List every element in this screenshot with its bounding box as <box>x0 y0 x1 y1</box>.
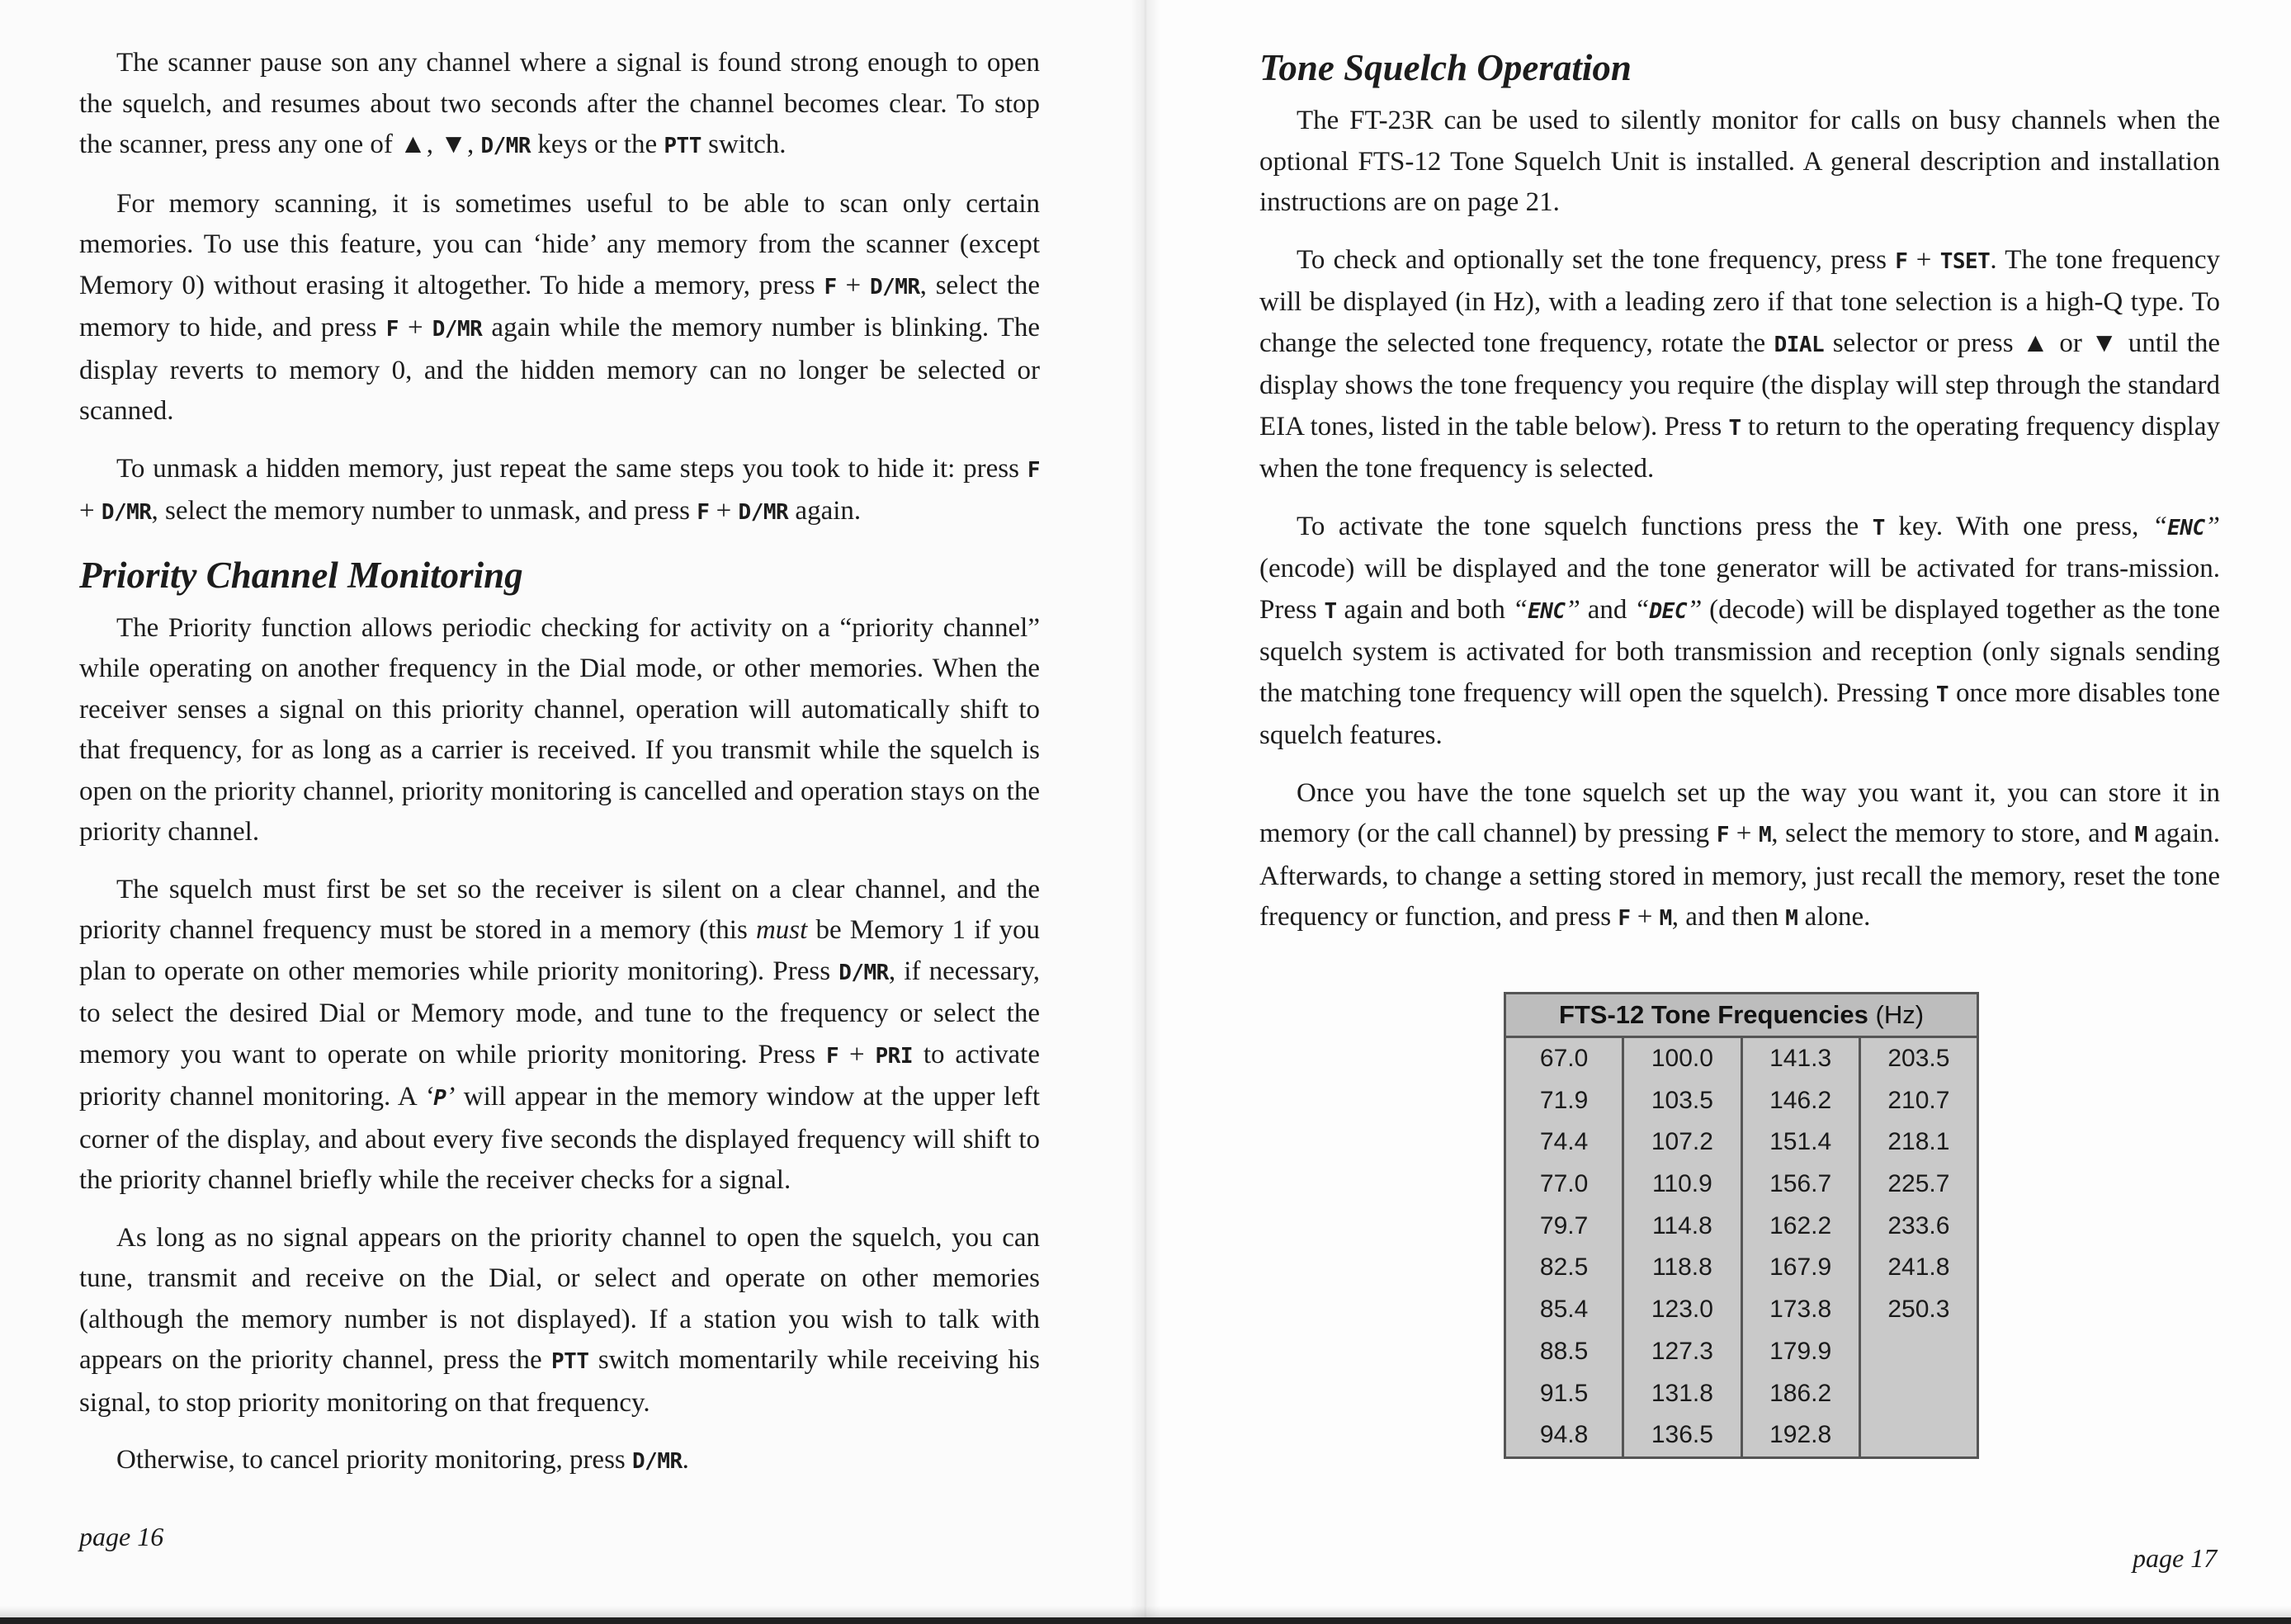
left-text-column <box>79 43 1040 1499</box>
tone-table-cell: 233.6 <box>1887 1211 1950 1239</box>
tone-table-cell: 146.2 <box>1769 1086 1832 1114</box>
memory-hide-paragraph: For memory scanning, it is sometimes useful to be able to scan only certain memories. To use this feature, you can ‘hide’ any memory from the scanner (except Memory 0) without erasing it altogether. To hide a memory, press F + D/MR, select the memory to hide, and press F + D/MR again while the memory number is blinking. The display reverts to memory 0, and the hidden memory can no longer be selected or scanned. <box>79 188 1041 426</box>
tone-table-cell: 203.5 <box>1887 1045 1950 1072</box>
tone-table-cell: 100.0 <box>1651 1045 1713 1072</box>
tone-table-cell: 91.5 <box>1539 1379 1589 1407</box>
tone-table-cell: 131.8 <box>1651 1379 1713 1407</box>
priority-operation-paragraph: As long as no signal appears on the priority channel to open the squelch, you can tune, transmit and receive on the Dial, or select and operate on other memories (although the memory number is not displayed). If a station you wish to talk with appears on the priority channel, press the PTT switch momentarily while receiving his signal, to stop priority monitoring on that frequency. <box>79 1222 1040 1418</box>
tone-frequency-paragraph: To check and optionally set the tone frequency, press F + TSET. The tone frequency will be displayed (in Hz), with a leading zero if that tone selection is a high-Q type. To change the selected tone frequency, rotate the DIAL selector or press ▲ or ▼ until the display shows the tone frequency you require (the display will step through the standard EIA tones, listed in the table below). Press T to return to the operating frequency display when the tone frequency is selected. <box>1259 244 2220 484</box>
key-m: M <box>1659 906 1672 931</box>
down-arrow-icon: ▼ <box>440 130 467 159</box>
page-number-left: page 16 <box>79 1522 164 1551</box>
up-arrow-icon: ▲ <box>399 130 427 159</box>
tone-squelch-intro-paragraph: The FT-23R can be used to silently monitor for calls on busy channels when the optional FTS-12 Tone Squelch Unit is installed. A general description and installation instructions are on page 21. <box>1259 106 2220 217</box>
key-dial: DIAL <box>1774 332 1825 357</box>
tone-table-cell: 103.5 <box>1651 1086 1713 1114</box>
priority-cancel-paragraph: Otherwise, to cancel priority monitoring, press D/MR. <box>116 1445 689 1475</box>
key-tset: TSET <box>1939 248 1991 274</box>
tone-table-cell: 107.2 <box>1651 1128 1713 1156</box>
tone-table-unit: (Hz) <box>1875 1000 1925 1029</box>
book-gutter <box>1131 0 1160 1624</box>
tone-table-cell: 173.8 <box>1769 1296 1832 1324</box>
tone-table-cell <box>1861 1331 1977 1373</box>
key-m: M <box>1785 906 1798 931</box>
key-f: F <box>824 274 837 300</box>
tone-table-cell: 74.4 <box>1539 1128 1589 1156</box>
key-dmr: D/MR <box>838 960 889 985</box>
key-dmr: D/MR <box>738 500 789 525</box>
tone-table-cell: 218.1 <box>1887 1128 1950 1156</box>
tone-table-cell: 156.7 <box>1769 1170 1832 1198</box>
tone-table-title: FTS-12 Tone Frequencies (Hz) <box>1506 994 1977 1038</box>
page-bottom-shadow <box>0 1606 2291 1617</box>
tone-table-cell: 67.0 <box>1539 1045 1589 1072</box>
scanner-pause-paragraph: The scanner pause son any channel where a signal is found strong enough to open the squelch, and resumes about two seconds after the channel becomes clear. To stop the scanner, press any one of ▲, ▼, D/MR keys or the PTT switch. <box>79 48 1040 159</box>
tone-table-column <box>1861 1038 1977 1456</box>
priority-function-paragraph: The Priority function allows periodic checking for activity on a “priority channel” while operating on another frequency in the Dial mode, or other memories. When the receiver senses a signal on this priority channel, operation will automatically shift to that frequency, for as long as a carrier is received. If you transmit while the squelch is open on the priority channel, priority monitoring is cancelled and operation stays on the priority channel. <box>79 612 1040 847</box>
down-arrow-icon: ▼ <box>2090 328 2120 358</box>
tone-table-cell <box>1861 1373 1977 1415</box>
tone-activate-paragraph: To activate the tone squelch functions press the T key. With one press, “ENC” (encode) will be displayed and the tone generator will be activated for trans-mission. Press T again and both “ENC” and “DEC” (decode) will be displayed together as the tone squelch system is activated for both transmission and reception (only signals sending the matching tone frequency will open the squelch). Pressing T once more disables tone squelch features. <box>1259 511 2220 750</box>
tone-table-column <box>1624 1038 1742 1456</box>
tone-table-cell: 127.3 <box>1651 1337 1713 1365</box>
key-dmr: D/MR <box>632 1449 683 1474</box>
tone-table-cell: 250.3 <box>1887 1296 1950 1324</box>
key-m: M <box>2134 823 2147 847</box>
up-arrow-icon: ▲ <box>2022 328 2051 358</box>
tone-table-cell: 71.9 <box>1539 1086 1589 1114</box>
tone-table-column <box>1743 1038 1861 1456</box>
key-t: T <box>1872 515 1885 541</box>
key-pri: PRI <box>875 1043 913 1069</box>
tone-table-cell: 118.8 <box>1651 1253 1712 1282</box>
key-f: F <box>826 1043 839 1069</box>
page-bottom-edge <box>0 1617 2291 1624</box>
tone-table-cell: 192.8 <box>1769 1421 1832 1449</box>
tone-table-cell: 79.7 <box>1539 1211 1589 1239</box>
key-t: T <box>1935 682 1949 707</box>
tone-table-cell: 179.9 <box>1769 1337 1832 1365</box>
key-ptt: PTT <box>664 134 701 158</box>
tone-table-cell: 82.5 <box>1539 1253 1589 1282</box>
tone-table-cell: 85.4 <box>1539 1296 1589 1324</box>
tone-table-cell: 141.3 <box>1769 1045 1832 1072</box>
right-text-column <box>1259 43 2220 956</box>
tone-table-grid <box>1506 1038 1977 1456</box>
key-m: M <box>1759 823 1772 847</box>
tone-table-cell: 162.2 <box>1769 1211 1832 1239</box>
tone-table-column <box>1506 1038 1624 1456</box>
key-f: F <box>697 500 710 525</box>
page-number-right: page 17 <box>2133 1543 2218 1573</box>
tone-table-cell: 88.5 <box>1539 1337 1589 1365</box>
display-enc-indicator: ENC <box>2167 515 2205 541</box>
tone-table-cell: 114.8 <box>1651 1211 1712 1239</box>
emphasis-must: must <box>755 915 808 945</box>
tone-squelch-heading: Tone Squelch Operation <box>1259 47 1632 88</box>
priority-setup-paragraph: The squelch must first be set so the receiver is silent on a clear channel, and the priority channel frequency must be stored in a memory (this must be Memory 1 if you plan to operate on other memories while priority monitoring). Press D/MR, if necessary, to select the desired Dial or Memory mode, and tune to the frequency or select the memory you want to operate on while priority monitoring. Press F + PRI to activate priority channel monitoring. A ‘P’ will appear in the memory window at the upper left corner of the display, and about every five seconds the displayed frequency will shift to the priority channel briefly while the receiver checks for a signal. <box>79 874 1041 1195</box>
tone-store-paragraph: Once you have the tone squelch set up the way you want it, you can store it in memory (or the call channel) by pressing F + M, select the memory to store, and M again. Afterwards, to change a setting stored in memory, just recall the memory, reset the tone frequency or function, and press F + M, and then M alone. <box>1259 777 2221 932</box>
tone-table-cell <box>1861 1414 1977 1456</box>
tone-table-cell: 151.4 <box>1769 1128 1832 1156</box>
tone-table-cell: 110.9 <box>1651 1170 1712 1198</box>
key-t: T <box>1324 598 1337 624</box>
key-f: F <box>1618 906 1631 931</box>
tone-table-cell: 77.0 <box>1539 1170 1589 1198</box>
priority-monitoring-heading: Priority Channel Monitoring <box>79 554 523 596</box>
memory-unmask-paragraph: To unmask a hidden memory, just repeat the same steps you took to hide it: press F + D/MR, select the memory number to unmask, and press F + D/MR again. <box>79 453 1040 526</box>
tone-table-cell: 241.8 <box>1887 1253 1950 1282</box>
tone-table-cell: 94.8 <box>1539 1421 1589 1449</box>
key-dmr: D/MR <box>101 500 152 525</box>
key-f: F <box>385 317 399 342</box>
tone-table-cell: 123.0 <box>1651 1296 1713 1324</box>
tone-table-cell: 167.9 <box>1769 1253 1832 1282</box>
key-dmr: D/MR <box>869 274 920 300</box>
display-dec-indicator: DEC <box>1649 598 1687 624</box>
tone-table-cell: 210.7 <box>1887 1086 1950 1114</box>
tone-table-cell: 225.7 <box>1887 1170 1950 1198</box>
display-enc-indicator: ENC <box>1528 598 1566 624</box>
tone-table-cell: 136.5 <box>1651 1421 1713 1449</box>
key-f: F <box>1895 248 1908 274</box>
tone-table-cell: 186.2 <box>1769 1379 1832 1407</box>
key-ptt: PTT <box>551 1349 589 1374</box>
tone-frequency-table <box>1504 992 1979 1459</box>
key-dmr: D/MR <box>432 317 483 342</box>
key-t: T <box>1728 415 1741 441</box>
display-p-indicator: P <box>433 1086 446 1111</box>
key-f: F <box>1027 457 1040 483</box>
key-f: F <box>1716 823 1730 847</box>
key-dmr: D/MR <box>480 134 531 158</box>
